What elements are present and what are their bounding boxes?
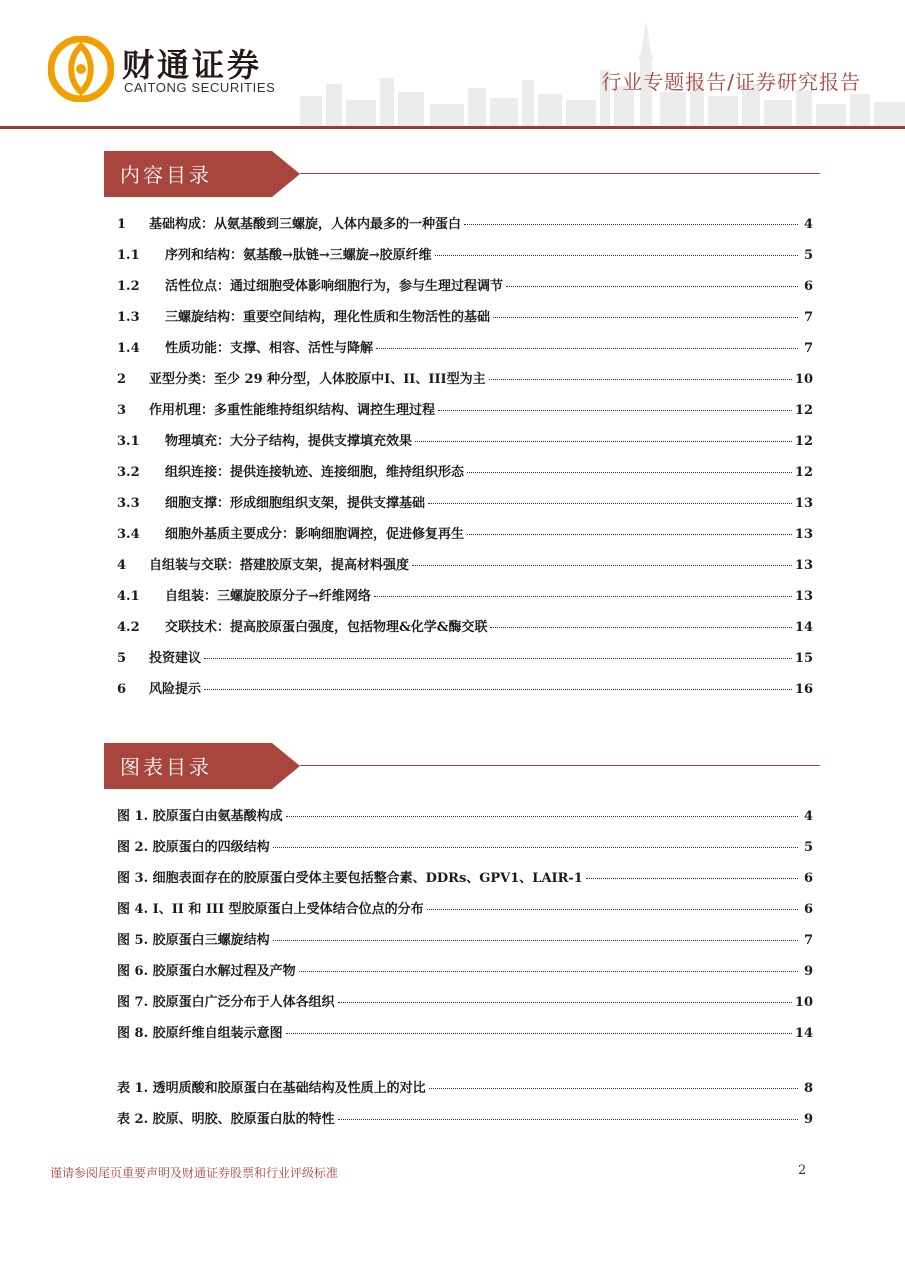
dot-leader [338,1002,792,1003]
toc-entry-title: 风险提示 [149,682,202,697]
toc-entry[interactable] [117,461,813,483]
toc-entry-number: 3 [117,403,127,418]
dot-leader [273,940,798,941]
toc-entry[interactable] [117,399,813,421]
toc-entry[interactable] [117,492,813,514]
toc-entry-page: 12 [794,465,813,480]
figure-entry[interactable] [117,1022,813,1044]
dot-leader [489,379,792,380]
brand-name-cn: 财通证券 [122,46,263,84]
toc-title: 内容目录 [120,163,212,187]
dot-leader [464,224,798,225]
figure-entry[interactable] [117,805,813,827]
figure-entry-page: 9 [803,964,813,979]
toc-entry[interactable] [117,678,813,700]
dot-leader [435,255,798,256]
toc-entry[interactable] [117,275,813,297]
page-number: 2 [798,1163,807,1178]
figure-entry-page: 4 [803,809,813,824]
toc-entry[interactable] [117,554,813,576]
toc-entry-number: 3.1 [117,434,140,449]
toc-entry-title: 物理填充：大分子结构，提供支撑填充效果 [165,434,413,449]
toc-entry[interactable] [117,430,813,452]
toc-entry-number: 4 [117,558,127,573]
figure-entry[interactable] [117,898,813,920]
toc-entry-title: 组织连接：提供连接轨迹、连接细胞，维持组织形态 [165,465,465,480]
figures-banner [104,743,820,789]
page-header [0,0,905,130]
dot-leader [428,503,792,504]
dot-leader [376,348,798,349]
brand-name-en: CAITONG SECURITIES [124,80,276,95]
toc-entry-title: 三螺旋结构：重要空间结构，理化性质和生物活性的基础 [165,310,491,325]
figure-entry-page: 10 [794,995,813,1010]
figure-entry-title: 图 5. 胶原蛋白三螺旋结构 [117,933,270,948]
toc-entry-number: 4.2 [117,620,140,635]
figure-entry-title: 图 8. 胶原纤维自组装示意图 [117,1026,283,1041]
caitong-logo-icon [48,36,114,102]
dot-leader [374,596,792,597]
dot-leader [438,410,792,411]
toc-entry[interactable] [117,585,813,607]
toc-entry-title: 性质功能：支撑、相容、活性与降解 [165,341,374,356]
toc-entry-page: 7 [803,341,813,356]
toc-entry-number: 4.1 [117,589,140,604]
toc-banner [104,151,820,197]
table-entry-title: 表 1. 透明质酸和胶原蛋白在基础结构及性质上的对比 [117,1081,426,1096]
toc-entry-page: 16 [794,682,813,697]
dot-leader [338,1119,798,1120]
toc-entry-title: 交联技术：提高胶原蛋白强度，包括物理&化学&酶交联 [165,620,488,635]
table-entry[interactable] [117,1077,813,1099]
dot-leader [506,286,798,287]
dot-leader [412,565,792,566]
figure-entry[interactable] [117,836,813,858]
toc-entry-page: 5 [803,248,813,263]
report-type-label: 行业专题报告/证券研究报告 [601,70,861,94]
figure-entry-page: 14 [794,1026,813,1041]
figure-entry-title: 图 1. 胶原蛋白由氨基酸构成 [117,809,283,824]
toc-entry-number: 1.2 [117,279,140,294]
toc-entry-page: 7 [803,310,813,325]
figure-entry-page: 6 [803,902,813,917]
toc-entry-number: 1 [117,217,127,232]
toc-entry-page: 12 [794,403,813,418]
figure-entry[interactable] [117,929,813,951]
table-entry-page: 9 [803,1112,813,1127]
toc-entry-page: 13 [794,589,813,604]
figure-entry-title: 图 3. 细胞表面存在的胶原蛋白受体主要包括整合素、DDRs、GPV1、LAIR-1 [117,871,583,886]
toc-entry-number: 3.4 [117,527,140,542]
toc-entry-page: 6 [803,279,813,294]
figures-banner-line [300,765,820,766]
figure-entry[interactable] [117,867,813,889]
table-entry[interactable] [117,1108,813,1130]
header-divider [0,126,905,129]
toc-entry-number: 3.2 [117,465,140,480]
toc-entry-page: 13 [794,527,813,542]
figure-entry[interactable] [117,960,813,982]
figure-entry-page: 7 [803,933,813,948]
dot-leader [429,1088,798,1089]
dot-leader [286,816,798,817]
figure-entry-page: 5 [803,840,813,855]
toc-entry-title: 细胞支撑：形成细胞组织支架，提供支撑基础 [165,496,426,511]
toc-entry-page: 15 [794,651,813,666]
toc-entry[interactable] [117,523,813,545]
toc-entry[interactable] [117,213,813,235]
toc-entry[interactable] [117,306,813,328]
toc-entry-page: 10 [794,372,813,387]
dot-leader [427,909,798,910]
figure-entry-title: 图 2. 胶原蛋白的四级结构 [117,840,270,855]
toc-entry-page: 13 [794,496,813,511]
table-entry-page: 8 [803,1081,813,1096]
toc-entry-title: 自组装：三螺旋胶原分子→纤维网络 [165,589,371,604]
toc-entry-number: 1.3 [117,310,140,325]
footer-disclaimer: 谨请参阅尾页重要声明及财通证券股票和行业评级标准 [50,1166,339,1180]
toc-entry-number: 5 [117,651,127,666]
toc-entry-title: 细胞外基质主要成分：影响细胞调控，促进修复再生 [165,527,465,542]
figure-entry[interactable] [117,991,813,1013]
toc-entry-title: 自组装与交联：搭建胶原支架，提高材料强度 [149,558,410,573]
dot-leader [467,534,792,535]
dot-leader [204,658,792,659]
toc-entry-number: 1.4 [117,341,140,356]
toc-entry-number: 3.3 [117,496,140,511]
dot-leader [490,627,791,628]
dot-leader [467,472,792,473]
toc-banner-line [300,173,820,174]
dot-leader [493,317,798,318]
figure-entry-page: 6 [803,871,813,886]
toc-entry-page: 4 [803,217,813,232]
dot-leader [273,847,798,848]
figure-entry-title: 图 6. 胶原蛋白水解过程及产物 [117,964,296,979]
dot-leader [586,878,798,879]
toc-entry[interactable] [117,337,813,359]
toc-entry-title: 作用机理：多重性能维持组织结构、调控生理过程 [149,403,436,418]
toc-entry[interactable] [117,647,813,669]
figure-entry-title: 图 4. I、II 和 III 型胶原蛋白上受体结合位点的分布 [117,902,424,917]
toc-entry-page: 12 [794,434,813,449]
toc-entry-title: 亚型分类：至少 29 种分型，人体胶原中I、II、III型为主 [149,372,486,387]
dot-leader [299,971,798,972]
toc-entry-title: 活性位点：通过细胞受体影响细胞行为，参与生理过程调节 [165,279,504,294]
toc-entry-page: 14 [794,620,813,635]
toc-entry[interactable] [117,244,813,266]
toc-entry[interactable] [117,616,813,638]
dot-leader [286,1033,792,1034]
toc-entry-number: 2 [117,372,127,387]
toc-entry-number: 6 [117,682,127,697]
toc-entry-number: 1.1 [117,248,140,263]
toc-entry[interactable] [117,368,813,390]
figure-entry-title: 图 7. 胶原蛋白广泛分布于人体各组织 [117,995,335,1010]
dot-leader [204,689,792,690]
dot-leader [415,441,792,442]
toc-entry-title: 投资建议 [149,651,202,666]
toc-entry-title: 基础构成：从氨基酸到三螺旋，人体内最多的一种蛋白 [149,217,462,232]
toc-entry-title: 序列和结构：氨基酸→肽链→三螺旋→胶原纤维 [165,248,432,263]
toc-entry-page: 13 [794,558,813,573]
table-entry-title: 表 2. 胶原、明胶、胶原蛋白肽的特性 [117,1112,335,1127]
figures-title: 图表目录 [120,755,212,779]
